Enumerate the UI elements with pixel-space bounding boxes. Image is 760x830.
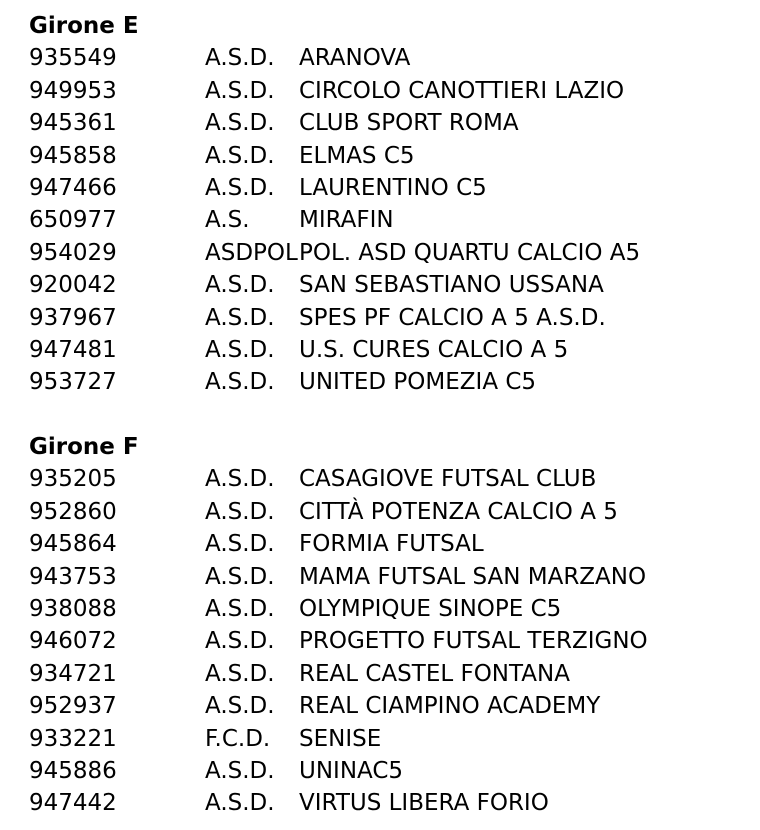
team-prefix: A.S.D. <box>205 595 275 622</box>
team-name: SAN SEBASTIANO USSANA <box>299 272 604 299</box>
team-row <box>29 75 749 107</box>
team-code: 947481 <box>29 336 117 363</box>
team-prefix: A.S.D. <box>205 77 275 104</box>
team-name: UNINAC5 <box>299 757 404 784</box>
team-name: CLUB SPORT ROMA <box>299 110 519 137</box>
team-prefix: A.S.D. <box>205 790 275 817</box>
team-prefix: A.S.D. <box>205 304 275 331</box>
team-prefix: A.S.D. <box>205 110 275 137</box>
team-name: REAL CASTEL FONTANA <box>299 660 570 687</box>
team-prefix: A.S.D. <box>205 693 275 720</box>
team-row <box>29 658 749 690</box>
team-prefix: A.S. <box>205 207 250 234</box>
team-prefix: F.C.D. <box>205 725 271 752</box>
team-code: 952860 <box>29 498 117 525</box>
team-row <box>29 787 749 819</box>
team-name: REAL CIAMPINO ACADEMY <box>299 693 601 720</box>
team-prefix: A.S.D. <box>205 660 275 687</box>
team-name: SENISE <box>299 725 382 752</box>
team-name: POL. ASD QUARTU CALCIO A5 <box>299 239 641 266</box>
team-name: CITTÀ POTENZA CALCIO A 5 <box>299 498 618 525</box>
team-code: 949953 <box>29 77 117 104</box>
team-name: LAURENTINO C5 <box>299 174 487 201</box>
team-code: 935549 <box>29 45 117 72</box>
group-girone-e <box>29 10 749 399</box>
team-name: FORMIA FUTSAL <box>299 531 484 558</box>
team-row <box>29 269 749 301</box>
team-prefix: A.S.D. <box>205 498 275 525</box>
group-title: Girone F <box>29 434 139 460</box>
team-code: 945858 <box>29 142 117 169</box>
team-name: ELMAS C5 <box>299 142 415 169</box>
team-code: 938088 <box>29 595 117 622</box>
team-code: 935205 <box>29 466 117 493</box>
team-name: VIRTUS LIBERA FORIO <box>299 790 549 817</box>
team-prefix: A.S.D. <box>205 531 275 558</box>
team-row <box>29 302 749 334</box>
team-name: CIRCOLO CANOTTIERI LAZIO <box>299 77 625 104</box>
team-code: 945361 <box>29 110 117 137</box>
team-row <box>29 172 749 204</box>
team-row <box>29 690 749 722</box>
team-prefix: A.S.D. <box>205 757 275 784</box>
team-prefix: A.S.D. <box>205 272 275 299</box>
team-code: 945864 <box>29 531 117 558</box>
team-prefix: ASDPOL <box>205 239 298 266</box>
team-row <box>29 625 749 657</box>
team-code: 946072 <box>29 628 117 655</box>
team-prefix: A.S.D. <box>205 563 275 590</box>
team-row <box>29 107 749 139</box>
team-prefix: A.S.D. <box>205 336 275 363</box>
team-row <box>29 496 749 528</box>
team-name: ARANOVA <box>299 45 411 72</box>
team-prefix: A.S.D. <box>205 45 275 72</box>
team-row <box>29 528 749 560</box>
team-code: 945886 <box>29 757 117 784</box>
team-name: PROGETTO FUTSAL TERZIGNO <box>299 628 648 655</box>
team-code: 953727 <box>29 369 117 396</box>
team-row <box>29 755 749 787</box>
team-name: SPES PF CALCIO A 5 A.S.D. <box>299 304 606 331</box>
team-row <box>29 723 749 755</box>
team-code: 933221 <box>29 725 117 752</box>
team-name: CASAGIOVE FUTSAL CLUB <box>299 466 597 493</box>
team-code: 650977 <box>29 207 117 234</box>
team-row <box>29 237 749 269</box>
team-name: MIRAFIN <box>299 207 394 234</box>
team-name: U.S. CURES CALCIO A 5 <box>299 336 569 363</box>
team-prefix: A.S.D. <box>205 466 275 493</box>
team-code: 920042 <box>29 272 117 299</box>
team-name: MAMA FUTSAL SAN MARZANO <box>299 563 647 590</box>
team-prefix: A.S.D. <box>205 369 275 396</box>
team-prefix: A.S.D. <box>205 174 275 201</box>
team-row <box>29 366 749 398</box>
team-row <box>29 204 749 236</box>
group-title: Girone E <box>29 13 139 39</box>
team-row <box>29 42 749 74</box>
team-row <box>29 561 749 593</box>
group-girone-f <box>29 431 749 820</box>
team-prefix: A.S.D. <box>205 628 275 655</box>
team-code: 954029 <box>29 239 117 266</box>
team-name: UNITED POMEZIA C5 <box>299 369 537 396</box>
team-name: OLYMPIQUE SINOPE C5 <box>299 595 562 622</box>
team-code: 947466 <box>29 174 117 201</box>
team-code: 934721 <box>29 660 117 687</box>
team-row <box>29 593 749 625</box>
team-code: 952937 <box>29 693 117 720</box>
team-row <box>29 334 749 366</box>
team-prefix: A.S.D. <box>205 142 275 169</box>
team-code: 937967 <box>29 304 117 331</box>
team-row <box>29 140 749 172</box>
team-row <box>29 463 749 495</box>
team-code: 943753 <box>29 563 117 590</box>
team-code: 947442 <box>29 790 117 817</box>
